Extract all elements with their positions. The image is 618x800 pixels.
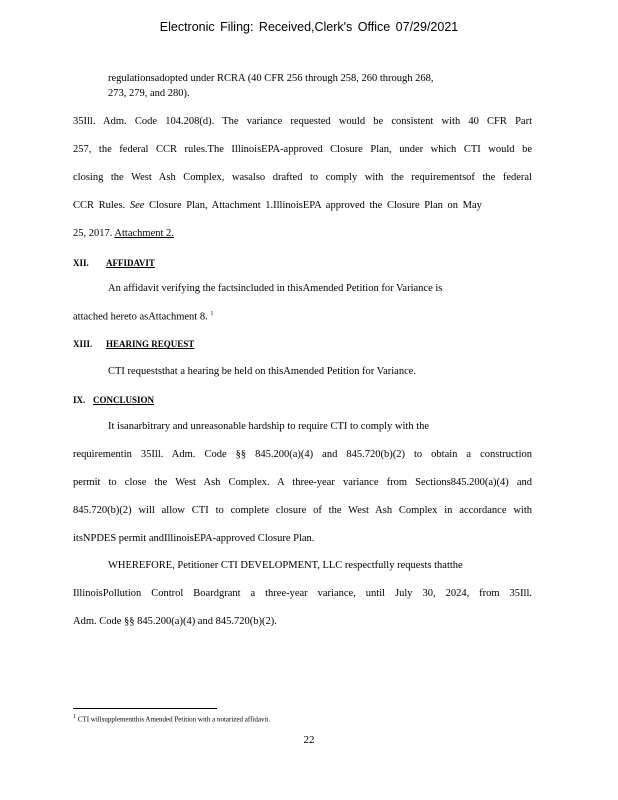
text-line [73, 200, 482, 211]
text-line: 845.720(b)(2) will allow CTI to complete closure of the West Ash Complex in accordance with [73, 505, 532, 516]
text-line: regulationsadopted under RCRA (40 CFR 256 through 258, 260 through 268, [108, 73, 434, 84]
text-line [73, 228, 174, 239]
text-line: permit to close the West Ash Complex. A three-year variance from Sections845.200(a)(4) and [73, 477, 532, 488]
filing-header: Electronic Filing: Received,Clerk's Office 07/29/2021 [159, 20, 459, 34]
page-number: 22 [303, 734, 315, 746]
section-title: CONCLUSION [93, 395, 155, 405]
text-segment: Closure Plan, Attachment 1.IllinoisEPA approved the Closure Plan on May [149, 200, 482, 211]
section-number: IX. [73, 395, 86, 405]
text-segment: attached hereto asAttachment 8. [73, 311, 208, 323]
footnote [73, 714, 270, 723]
section-heading-affidavit [73, 258, 176, 268]
text-line: 257, the federal CCR rules.The IllinoisEPA-approved Closure Plan, under which CTI would be [73, 144, 532, 155]
footnote-text: CTI willsupplementthis Amended Petition with a notarized affidavit. [77, 715, 271, 724]
text-line: An affidavit verifying the factsincluded in thisAmended Petition for Variance is [108, 283, 443, 294]
text-segment: CCR Rules. [73, 200, 126, 211]
section-title: HEARING REQUEST [106, 339, 195, 349]
attachment-link[interactable]: Attachment 2. [114, 228, 174, 239]
text-segment: 25, 2017. [73, 228, 113, 239]
text-line: closing the West Ash Complex, wasalso drafted to comply with the requirementsof the federal [73, 172, 532, 183]
text-line: It isanarbitrary and unreasonable hardship to require CTI to comply with the [108, 421, 430, 432]
section-heading-conclusion [73, 395, 192, 405]
section-number: XIII. [73, 339, 93, 349]
text-line: 273, 279, and 280). [108, 88, 190, 99]
section-heading-hearing [73, 339, 228, 349]
footnote-reference[interactable]: 1 [210, 311, 214, 317]
text-line: itsNPDES permit andIllinoisEPA-approved Closure Plan. [73, 533, 315, 544]
text-line [73, 311, 213, 323]
text-line: WHEREFORE, Petitioner CTI DEVELOPMENT, LLC respectfully requests thatthe [108, 560, 463, 571]
text-line: requirementin 35Ill. Adm. Code §§ 845.200(a)(4) and 845.720(b)(2) to obtain a construction [73, 449, 532, 460]
text-line: IllinoisPollution Control Boardgrant a three-year variance, until July 30, 2024, from 35Ill. [73, 588, 532, 599]
see-signal: See [129, 200, 145, 211]
text-line: 35Ill. Adm. Code 104.208(d). The variance requested would be consistent with 40 CFR Part [73, 116, 532, 127]
text-line: CTI requeststhat a hearing be held on thisAmended Petition for Variance. [108, 366, 417, 377]
text-line: Adm. Code §§ 845.200(a)(4) and 845.720(b)(2). [73, 616, 277, 627]
section-number: XII. [73, 258, 89, 268]
section-title: AFFIDAVIT [106, 258, 155, 268]
footnote-divider [73, 708, 217, 709]
footnote-mark: 1 [73, 714, 76, 720]
